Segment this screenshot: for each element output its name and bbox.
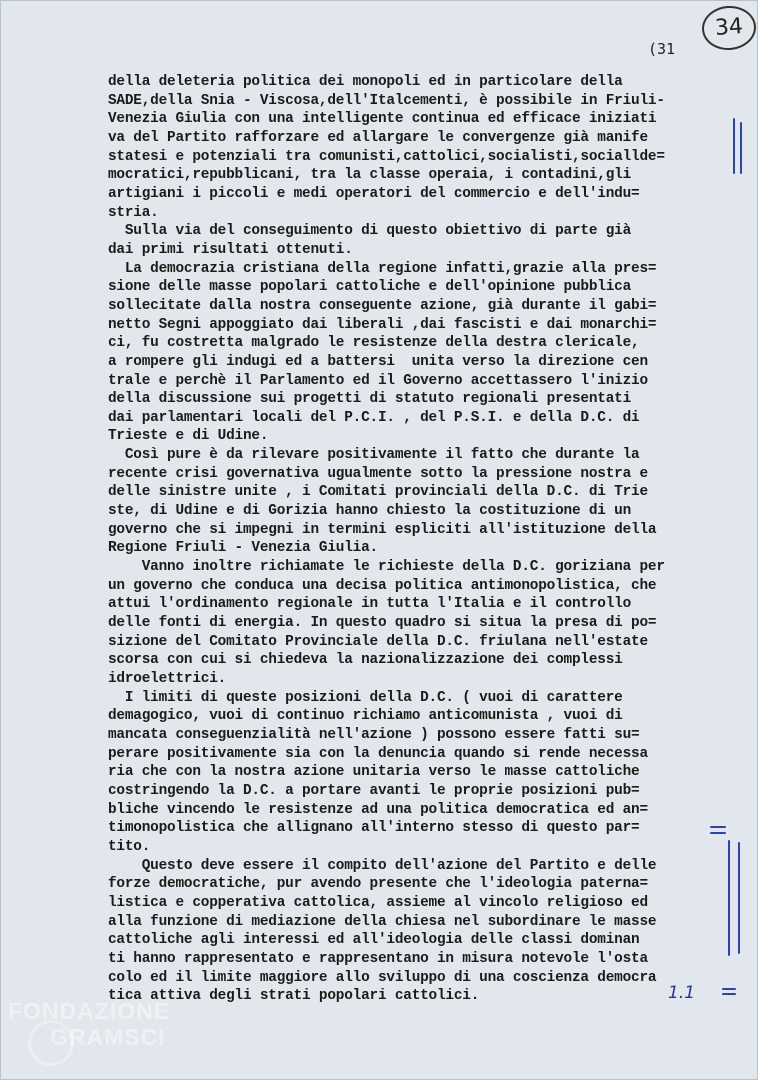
- text-line: dai parlamentari locali del P.C.I. , del P.S.I. e della D.C. di: [108, 409, 640, 426]
- text-line: netto Segni appoggiato dai liberali ,dai fascisti e dai monarchi=: [108, 316, 657, 333]
- text-line: SADE,della Snia - Viscosa,dell'Italcementi, è possibile in Friuli-: [108, 92, 665, 109]
- text-line: ria che con la nostra azione unitaria verso le masse cattoliche: [108, 764, 640, 781]
- text-line: forze democratiche, pur avendo presente che l'ideologia paterna=: [108, 876, 648, 893]
- text-line: sizione del Comitato Provinciale della D.C. friulana nell'estate: [108, 633, 648, 650]
- text-line: tito.: [108, 838, 151, 855]
- margin-dash-mark: [710, 832, 726, 834]
- margin-line-mark: [728, 840, 730, 956]
- text-line: cattoliche agli interessi ed all'ideologia delle classi dominan: [108, 932, 640, 949]
- text-line: bliche vincendo le resistenze ad una politica democratica ed an=: [108, 801, 648, 818]
- margin-line-mark: [740, 122, 742, 174]
- text-line: a rompere gli indugi ed a battersi unita verso la direzione cen: [108, 353, 648, 370]
- text-line: mancata conseguenzialità nell'azione ) possono essere fatti su=: [108, 726, 640, 743]
- text-line: sollecitate dalla nostra conseguente azione, già durante il gabi=: [108, 297, 657, 314]
- text-line: Trieste e di Udine.: [108, 428, 269, 445]
- text-line: governo che si impegni in termini espliciti all'istituzione della: [108, 521, 657, 538]
- text-line: ste, di Udine e di Gorizia hanno chiesto la costituzione di un: [108, 503, 632, 520]
- text-line: colo ed il limite maggiore allo sviluppo di una coscienza democra: [108, 969, 657, 986]
- text-line: stria.: [108, 204, 159, 221]
- text-line: I limiti di queste posizioni della D.C. ( vuoi di carattere: [108, 689, 623, 706]
- watermark-line-1: FONDAZIONE: [8, 998, 171, 1024]
- text-line: trale e perchè il Parlamento ed il Governo accettassero l'inizio: [108, 372, 648, 389]
- text-line: della deleteria politica dei monopoli ed in particolare della: [108, 74, 623, 90]
- margin-line-mark: [733, 118, 735, 174]
- text-line: Venezia Giulia con una intelligente continua ed efficace iniziati: [108, 111, 657, 128]
- text-line: sione delle masse popolari cattoliche e dell'opinione pubblica: [108, 279, 632, 296]
- text-line: ti hanno rappresentato e rappresentano in misura notevole l'osta: [108, 950, 648, 967]
- text-line: tica attiva degli strati popolari cattolici.: [108, 988, 480, 1005]
- text-line: demagogico, vuoi di continuo richiamo anticomunista , vuoi di: [108, 708, 623, 725]
- text-line: La democrazia cristiana della regione infatti,grazie alla pres=: [108, 260, 657, 277]
- text-line: Vanno inoltre richiamate le richieste della D.C. goriziana per: [108, 559, 665, 576]
- text-line: delle sinistre unite , i Comitati provinciali della D.C. di Trie: [108, 484, 648, 501]
- margin-line-mark: [738, 842, 740, 954]
- text-line: listica e copperativa cattolica, assieme al vincolo religioso ed: [108, 894, 648, 911]
- text-line: idroelettrici.: [108, 671, 227, 687]
- text-line: dai primi risultati ottenuti.: [108, 241, 353, 258]
- handwritten-footer-mark: 1.1: [668, 983, 696, 1003]
- watermark-line-2: GRAMSCI: [50, 1024, 166, 1050]
- text-line: artigiani i piccoli e medi operatori del commercio e dell'indu=: [108, 185, 640, 202]
- text-line: costringendo la D.C. a portare avanti le proprie posizioni pub=: [108, 782, 640, 799]
- text-line: alla funzione di mediazione della chiesa nel subordinare le masse: [108, 913, 657, 930]
- text-line: mocratici,repubblicani, tra la classe operaia, i contadini,gli: [108, 167, 632, 184]
- text-line: statesi e potenziali tra comunisti,cattolici,socialisti,sociallde=: [108, 148, 665, 165]
- typewritten-text: [108, 73, 723, 1006]
- text-line: un governo che conduca una decisa politica antimonopolistica, che: [108, 577, 657, 594]
- margin-dash-mark: [722, 988, 736, 990]
- text-line: ci, fu costretta malgrado le resistenze della destra clericale,: [108, 335, 640, 352]
- text-line: Questo deve essere il compito dell'azione del Partito e delle: [108, 857, 657, 874]
- text-line: recente crisi governativa ugualmente sotto la pressione nostra e: [108, 465, 648, 482]
- text-line: va del Partito rafforzare ed allargare le convergenze già manife: [108, 129, 648, 146]
- text-line: Così pure è da rilevare positivamente il fatto che durante la: [108, 447, 640, 464]
- watermark: [8, 998, 170, 1050]
- archive-stamp: 34: [701, 4, 758, 52]
- text-line: Sulla via del conseguimento di questo obiettivo di parte già: [108, 223, 632, 240]
- text-line: attui l'ordinamento regionale in tutta l'Italia e il controllo: [108, 596, 632, 613]
- margin-dash-mark: [710, 826, 726, 828]
- text-line: timonopolistica che allignano all'interno stesso di questo par=: [108, 820, 640, 837]
- margin-dash-mark: [722, 993, 736, 995]
- text-line: scorsa con cui si chiedeva la nazionalizzazione dei complessi: [108, 652, 623, 669]
- text-line: della discussione sui progetti di statuto regionali presentati: [108, 391, 632, 408]
- page-number: (31: [648, 40, 676, 58]
- text-line: Regione Friuli - Venezia Giulia.: [108, 540, 378, 557]
- text-line: delle fonti di energia. In questo quadro si situa la presa di po=: [108, 615, 657, 632]
- text-line: perare positivamente sia con la denuncia quando si rende necessa: [108, 745, 648, 762]
